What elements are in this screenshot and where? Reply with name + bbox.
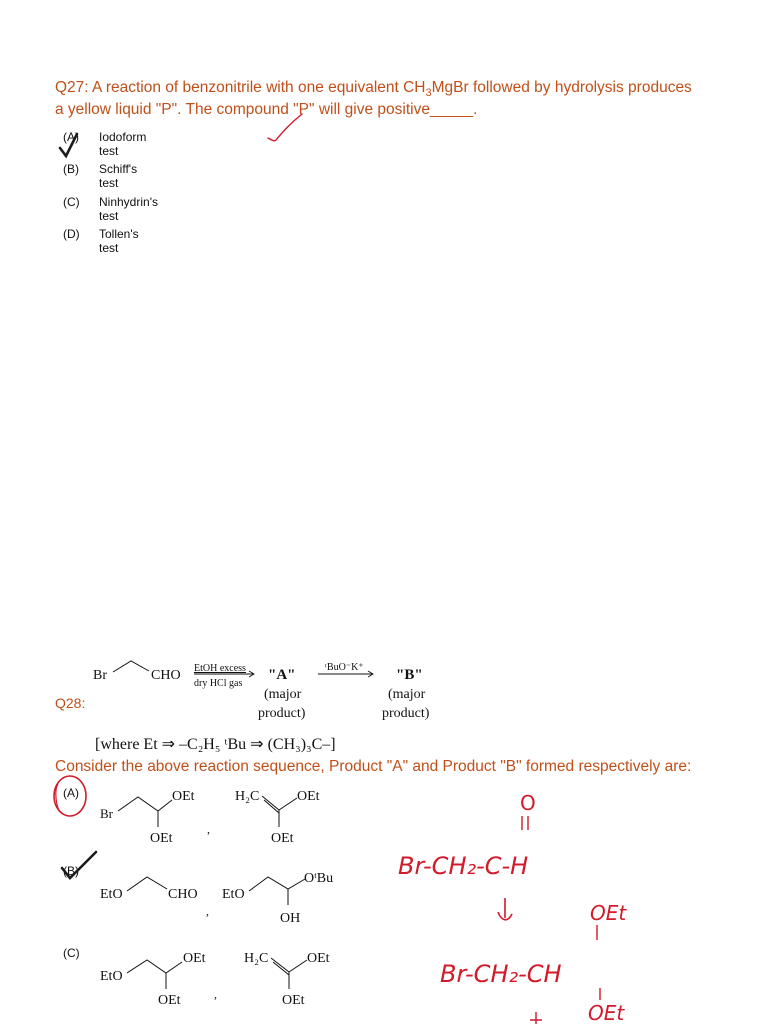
hand-arrow-down2-icon [530,1012,542,1024]
hand-line1: Br-CH₂-C-H [398,852,529,880]
opt-b-eto2: EtO [222,887,245,902]
reagent1-top: EtOH excess [194,663,246,674]
opt-c-chain [127,960,182,973]
arrow2-head [368,671,373,677]
option-letter: (D) [63,227,80,241]
opt-c-double-bond-2 [273,962,289,975]
opt-c-oet-bottom2: OEt [282,993,305,1008]
scheme-br: Br [93,668,107,683]
option-text: Ninhydrin's test [99,195,158,223]
q28-question: Consider the above reaction sequence, Product "A" and Product "B" formed respectively are: [55,758,692,775]
q28-circle-stroke-icon [56,784,60,812]
opt-c-oet-top: OEt [183,951,206,966]
scheme-bond [113,661,149,672]
hand-oet-top: OEt [590,901,627,925]
product-b-product: product) [382,706,430,721]
opt-b-oh: OH [280,911,301,926]
option-text: Tollen's test [99,227,139,255]
opt-b-chain2 [249,877,305,891]
product-a-product: product) [258,706,306,721]
opt-a-double-bond-1 [262,796,279,810]
arrow1-head [249,671,254,677]
product-b-label: "B" [396,667,423,683]
hand-arrow-down-icon [498,898,512,920]
product-a-major: (major [264,687,302,702]
opt-a-h2c: H₂C [235,789,260,804]
hand-oet-bottom: OEt [588,1001,625,1024]
opt-b-chain [127,877,167,891]
opt-c-h2c: H₂C [244,951,269,966]
opt-a-chain [118,797,172,811]
q28-option-c[interactable]: (C) [63,946,80,960]
q27-question-line2: a yellow liquid "P". The compound "P" will give positive_____. [55,101,478,118]
opt-a-oet-top: OEt [172,789,195,804]
option-letter: (A) [63,130,79,144]
opt-b-otbu: OᵗBu [304,871,334,886]
where-definition: [where Et ⇒ –C₂H₅ ᵗBu ⇒ (CH₃)₃C–] [95,736,336,753]
opt-c-eto: EtO [100,969,123,984]
product-a-label: "A" [268,667,296,683]
q27-question-line1: Q27: A reaction of benzonitrile with one equivalent $CH_3MgBr$ followed by hydrolysis produces [55,79,692,100]
opt-b-cho: CHO [168,887,198,902]
hand-line2: Br-CH₂-CH [440,960,562,988]
product-b-major: (major [388,687,426,702]
scheme-cho: CHO [151,668,181,683]
option-text: Schiff's test [99,162,138,190]
opt-b-eto: EtO [100,887,123,902]
opt-a-oet-bottom: OEt [150,831,173,846]
hand-o: O [520,791,536,815]
opt-a-br: Br [100,806,113,821]
q28-option-b[interactable]: (B) [63,864,79,878]
opt-c-oet-right: OEt [307,951,330,966]
opt-c-comma: , [214,987,217,1001]
opt-b-comma: , [206,904,209,918]
q28-option-a[interactable]: (A) [63,786,79,800]
opt-c-double-bond-1 [271,958,289,972]
opt-a-comma: , [207,822,210,836]
opt-a-oet-bottom2: OEt [271,831,294,846]
q28-label: Q28: [55,695,86,711]
opt-a-bond2 [279,798,297,810]
option-letter: (C) [63,195,80,209]
opt-a-oet-right: OEt [297,789,320,804]
hand-double-bond-icon [522,816,528,830]
opt-a-double-bond-2 [264,800,279,813]
option-letter: (B) [63,162,79,176]
opt-c-bond2 [289,960,307,972]
reagent2: ᵗBuO⁻K⁺ [325,662,364,673]
reagent1-bottom: dry HCl gas [194,678,243,689]
opt-c-oet-bottom: OEt [158,993,181,1008]
option-text: Iodoform test [99,130,147,158]
